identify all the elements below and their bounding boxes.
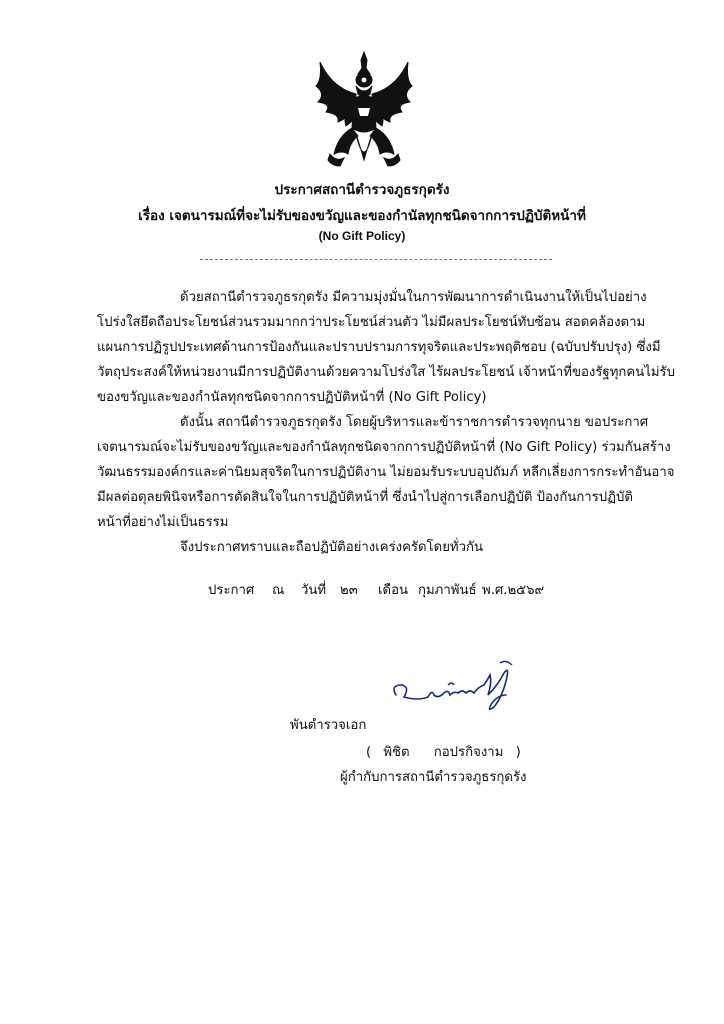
date-at-label: ณ (272, 583, 285, 598)
paragraph1-line-5: ของขวัญและของกำนัลทุกชนิดจากการปฏิบัติหน้าที่ (No Gift Policy) (97, 390, 487, 405)
paragraph2-line-3: วัฒนธรรมองค์กรและค่านิยมสุจริตในการปฏิบัติงาน ไม่ยอมรับระบบอุปถัมภ์ หลีกเลี่ยงการกระทำอันอาจ (97, 465, 675, 480)
divider-line (200, 259, 552, 260)
paragraph2-line-1: ดังนั้น สถานีตำรวจภูธรกุดรัง โดยผู้บริหารและข้าราชการตำรวจทุกนาย ขอประกาศ (180, 415, 649, 430)
signatory-name (366, 741, 521, 762)
announcement-subject: เรื่อง เจตนารมณ์ที่จะไม่รับของขวัญและของกำนัลทุกชนิดจากการปฏิบัติหน้าที่ (138, 208, 586, 224)
signatory-first-name: พิชิต (383, 745, 410, 760)
handwritten-signature-icon (388, 655, 528, 717)
signatory-rank: พันตำรวจเอก (290, 718, 367, 733)
paragraph1-line-2: โปร่งใสยึดถือประโยชน์ส่วนรวมมากกว่าประโยชน์ส่วนตัว ไม่มีผลประโยชน์ทับซ้อน สอดคล้องตาม (97, 315, 646, 330)
date-year: พ.ศ.๒๕๖๙ (482, 583, 545, 598)
garuda-emblem-icon (312, 50, 416, 172)
date-day-label: วันที่ (301, 583, 327, 598)
paragraph2-line-2: เจตนารมณ์จะไม่รับของขวัญและของกำนัลทุกชนิดจากการปฏิบัติหน้าที่ (No Gift Policy) ร่วมกันสร้าง (97, 440, 671, 455)
paragraph1-line-4: วัตถุประสงค์ให้หน่วยงานมีการปฏิบัติงานด้วยความโปร่งใส ไร้ผลประโยชน์ เจ้าหน้าที่ของรัฐทุกคนไม่รับ (97, 365, 675, 380)
paragraph1-line-1: ด้วยสถานีตำรวจภูธรกุดรัง มีความมุ่งมั่นในการพัฒนาการดำเนินงานให้เป็นไปอย่าง (180, 290, 647, 305)
signatory-last-name: กอปรกิจงาม (433, 745, 504, 760)
name-open-paren: ( (366, 745, 372, 760)
date-day: ๒๓ (340, 583, 358, 598)
paragraph2-line-4: มีผลต่อดุลยพินิจหรือการตัดสินใจในการปฏิบัติหน้าที่ ซึ่งนำไปสู่การเลือกปฏิบัติ ป้องกันการปฏิบัติ (97, 490, 633, 505)
date-month-label: เดือน (378, 583, 409, 598)
name-close-paren: ) (515, 745, 521, 760)
paragraph1-line-3: แผนการปฏิรูปประเทศด้านการป้องกันและปราบปรามการทุจริตและประพฤติชอบ (ฉบับปรับปรุง) ซึ่งมี (97, 340, 661, 355)
paragraph2-line-5: หน้าที่อย่างไม่เป็นธรรม (97, 515, 229, 530)
date-announced-label: ประกาศ (208, 583, 255, 598)
signatory-position: ผู้กำกับการสถานีตำรวจภูธรกุดรัง (340, 770, 527, 785)
date-month: กุมภาพันธ์ (418, 583, 477, 598)
announcement-title: ประกาศสถานีตำรวจภูธรกุดรัง (274, 182, 450, 198)
closing-statement: จึงประกาศทราบและถือปฏิบัติอย่างเคร่งครัดโดยทั่วกัน (180, 540, 484, 555)
policy-name: (No Gift Policy) (318, 229, 406, 243)
